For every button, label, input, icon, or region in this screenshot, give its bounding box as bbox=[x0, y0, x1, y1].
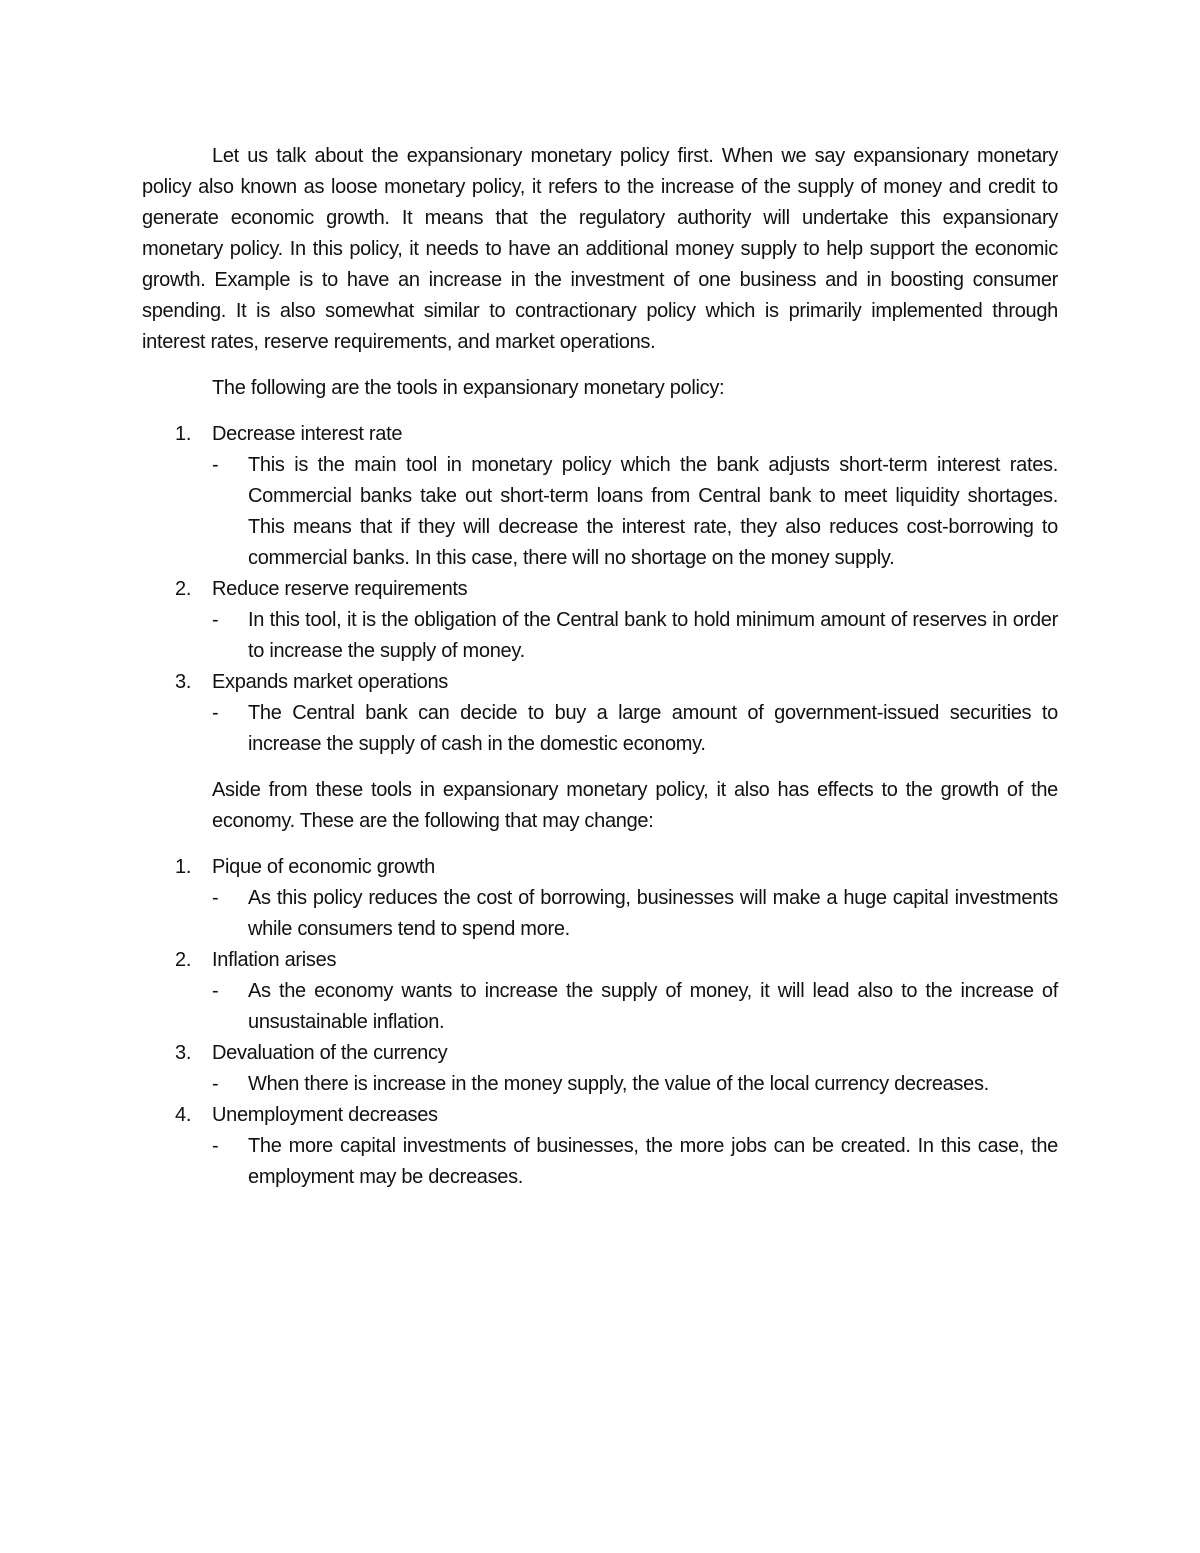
item-heading bbox=[142, 574, 1058, 605]
list-item bbox=[142, 945, 1058, 1038]
item-title: Inflation arises bbox=[212, 949, 337, 971]
item-title: Pique of economic growth bbox=[212, 856, 435, 878]
item-description-text: When there is increase in the money supply, the value of the local currency decreases. bbox=[248, 1073, 989, 1095]
item-description-text: This is the main tool in monetary policy which the bank adjusts short-term interest rates. Commercial banks take out short-term loans from Central bank to meet liquidity shortages. This means that if they will decrease the interest rate, they also reduces cost-borrowing to commercial banks. In this case, there will no shortage on the money supply. bbox=[248, 454, 1058, 569]
item-description bbox=[142, 698, 1058, 760]
item-title: Reduce reserve requirements bbox=[212, 578, 468, 600]
item-title: Decrease interest rate bbox=[212, 423, 403, 445]
item-title: Devaluation of the currency bbox=[212, 1042, 448, 1064]
item-number: 4. bbox=[175, 1104, 192, 1126]
item-description bbox=[142, 976, 1058, 1038]
item-number: 2. bbox=[175, 578, 192, 600]
item-description-text: As this policy reduces the cost of borrowing, businesses will make a huge capital investments while consumers tend to spend more. bbox=[248, 887, 1058, 940]
item-description bbox=[142, 1131, 1058, 1193]
item-description bbox=[142, 450, 1058, 574]
item-description-text: The Central bank can decide to buy a large amount of government-issued securities to increase the supply of cash in the domestic economy. bbox=[248, 702, 1058, 755]
item-description bbox=[142, 1069, 1058, 1100]
dash-bullet: - bbox=[212, 1135, 219, 1157]
effects-list bbox=[142, 852, 1058, 1193]
dash-bullet: - bbox=[212, 887, 219, 909]
item-description-text: As the economy wants to increase the supply of money, it will lead also to the increase of unsustainable inflation. bbox=[248, 980, 1058, 1033]
item-heading bbox=[142, 945, 1058, 976]
item-description bbox=[142, 605, 1058, 667]
list-item bbox=[142, 667, 1058, 760]
item-heading bbox=[142, 1100, 1058, 1131]
item-description bbox=[142, 883, 1058, 945]
item-number: 1. bbox=[175, 423, 192, 445]
tools-list bbox=[142, 419, 1058, 760]
dash-bullet: - bbox=[212, 454, 219, 476]
tools-lead-paragraph: The following are the tools in expansionary monetary policy: bbox=[212, 377, 725, 399]
item-description-text: The more capital investments of businesses, the more jobs can be created. In this case, the employment may be decreases. bbox=[248, 1135, 1058, 1188]
item-heading bbox=[142, 852, 1058, 883]
list-item bbox=[142, 1038, 1058, 1100]
item-heading bbox=[142, 1038, 1058, 1069]
list-item bbox=[142, 852, 1058, 945]
item-title: Unemployment decreases bbox=[212, 1104, 438, 1126]
item-heading bbox=[142, 667, 1058, 698]
item-number: 3. bbox=[175, 671, 192, 693]
list-item bbox=[142, 419, 1058, 574]
item-heading bbox=[142, 419, 1058, 450]
dash-bullet: - bbox=[212, 980, 219, 1002]
effects-lead-paragraph: Aside from these tools in expansionary monetary policy, it also has effects to the growth of the economy. These are the following that may change: bbox=[212, 779, 1058, 832]
dash-bullet: - bbox=[212, 1073, 219, 1095]
list-item bbox=[142, 574, 1058, 667]
item-number: 1. bbox=[175, 856, 192, 878]
item-number: 2. bbox=[175, 949, 192, 971]
dash-bullet: - bbox=[212, 702, 219, 724]
item-title: Expands market operations bbox=[212, 671, 448, 693]
dash-bullet: - bbox=[212, 609, 219, 631]
list-item bbox=[142, 1100, 1058, 1193]
item-description-text: In this tool, it is the obligation of the Central bank to hold minimum amount of reserves in order to increase the supply of money. bbox=[248, 609, 1058, 662]
intro-paragraph: Let us talk about the expansionary monetary policy first. When we say expansionary monetary policy also known as loose monetary policy, it refers to the increase of the supply of money and credit to generate economic growth. It means that the regulatory authority will undertake this expansionary monetary policy. In this policy, it needs to have an additional money supply to help support the economic growth. Example is to have an increase in the investment of one business and in boosting consumer spending. It is also somewhat similar to contractionary policy which is primarily implemented through interest rates, reserve requirements, and market operations. bbox=[142, 145, 1058, 353]
document-page bbox=[142, 141, 1058, 1193]
item-number: 3. bbox=[175, 1042, 192, 1064]
